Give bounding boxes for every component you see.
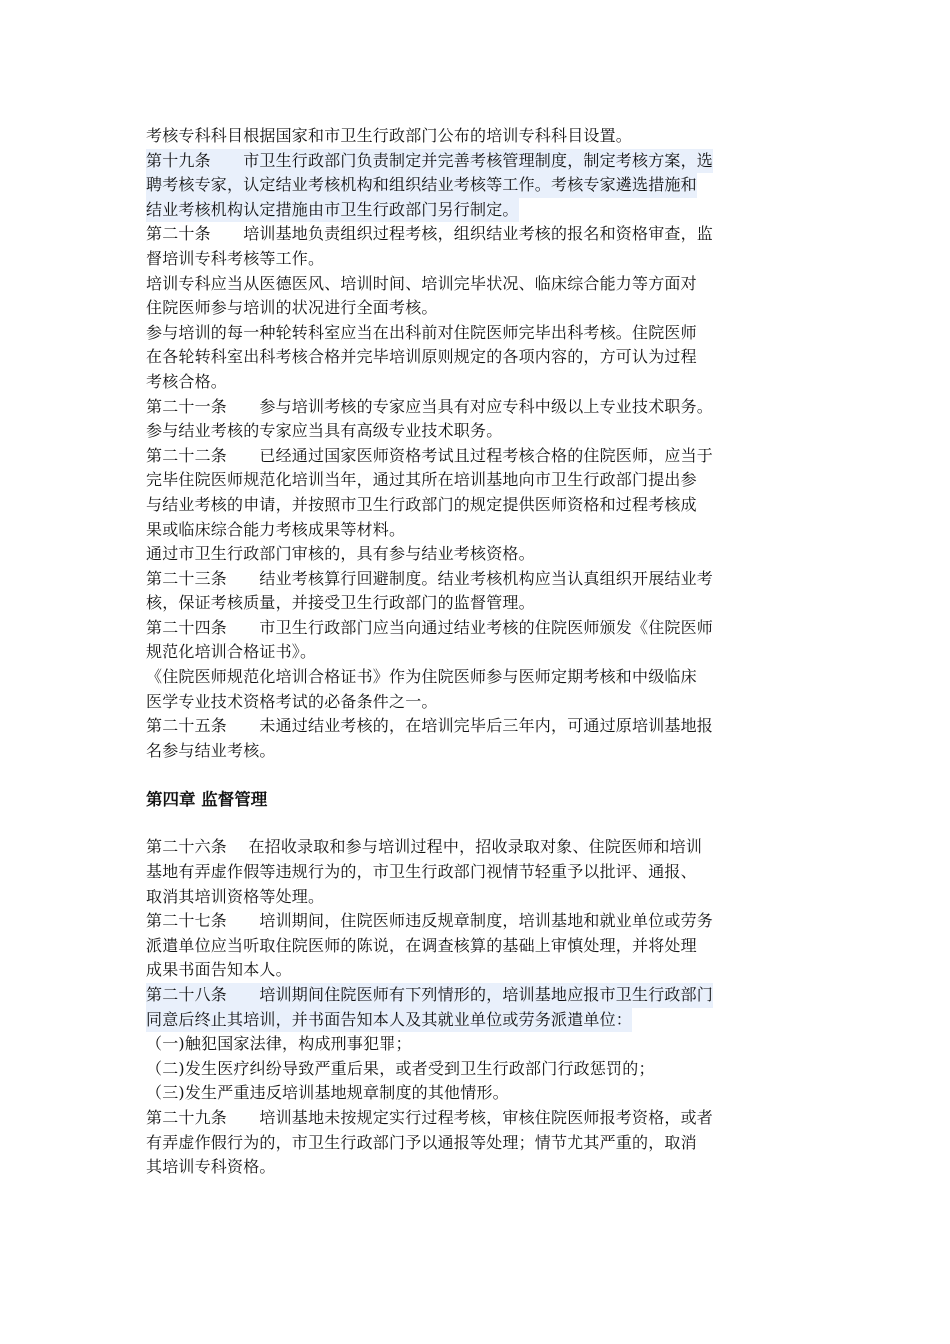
text-line: 成果书面告知本人。: [146, 960, 292, 980]
text-line: 第二十二条 已经通过国家医师资格考试且过程考核合格的住院医师，应当于: [146, 445, 714, 465]
text-line: 第二十九条 培训基地未按规定实行过程考核，审核住院医师报考资格，或者: [146, 1107, 714, 1127]
text-line: 在各轮转科室出科考核合格并完毕培训原则规定的各项内容的，方可认为过程: [146, 347, 697, 367]
text-line: 考核合格。: [146, 371, 228, 391]
text-line: （二)发生医疗纠纷导致严重后果，或者受到卫生行政部门行政惩罚的；: [146, 1058, 655, 1078]
text-line: 《住院医师规范化培训合格证书》作为住院医师参与医师定期考核和中级临床: [146, 667, 697, 687]
text-line: 核，保证考核质量，并接受卫生行政部门的监督管理。: [146, 593, 535, 613]
text-line: 基地有弄虚作假等违规行为的，市卫生行政部门视情节轻重予以批评、通报、: [146, 862, 697, 882]
text-line: 医学专业技术资格考试的必备条件之一。: [146, 691, 438, 711]
text-line: 通过市卫生行政部门审核的，具有参与结业考核资格。: [146, 544, 535, 564]
text-line: 第二十三条 结业考核算行回避制度。结业考核机构应当认真组织开展结业考: [146, 568, 714, 588]
text-line: 规范化培训合格证书》。: [146, 642, 317, 662]
text-line: 第二十五条 未通过结业考核的，在培训完毕后三年内，可通过原培训基地报: [146, 716, 714, 736]
text-line: 其培训专科资格。: [146, 1157, 276, 1177]
highlighted-text: 结业考核机构认定措施由市卫生行政部门另行制定。: [146, 198, 519, 223]
text-line: 考核专科科目根据国家和市卫生行政部门公布的培训专科科目设置。: [146, 126, 633, 145]
text-line: 完毕住院医师规范化培训当年，通过其所在培训基地向市卫生行政部门提出参: [146, 470, 697, 490]
text-line: 第二十七条 培训期间，住院医师违反规章制度，培训基地和就业单位或劳务: [146, 911, 714, 931]
highlighted-text: 聘考核专家，认定结业考核机构和组织结业考核等工作。考核专家遴选措施和: [146, 173, 697, 198]
text-line: 第二十四条 市卫生行政部门应当向通过结业考核的住院医师颁发《住院医师: [146, 617, 714, 637]
text-line: 果或临床综合能力考核成果等材料。: [146, 519, 406, 539]
text-line: 有弄虚作假行为的，市卫生行政部门予以通报等处理；情节尤其严重的，取消: [146, 1132, 697, 1152]
text-line: 取消其培训资格等处理。: [146, 886, 325, 906]
text-line: 名参与结业考核。: [146, 740, 276, 760]
text-line: [146, 983, 810, 1008]
text-line: 派遣单位应当听取住院医师的陈说，在调查核算的基础上审慎处理，并将处理: [146, 935, 697, 955]
text-line: （三)发生严重违反培训基地规章制度的其他情形。: [146, 1083, 509, 1103]
text-line: 与结业考核的申请，并按照市卫生行政部门的规定提供医师资格和过程考核成: [146, 494, 697, 514]
text-line: 住院医师参与培训的状况进行全面考核。: [146, 298, 438, 318]
section-after: [146, 835, 810, 1179]
highlighted-text: 第十九条 市卫生行政部门负责制定并完善考核管理制度，制定考核方案，选: [146, 149, 713, 174]
spacer: [146, 813, 810, 835]
text-line: 第二十条 培训基地负责组织过程考核，组织结业考核的报名和资格审查，监: [146, 224, 714, 244]
text-line: [146, 149, 810, 174]
text-line: 督培训专科考核等工作。: [146, 248, 325, 268]
text-line: [146, 198, 810, 223]
text-line: 第二十六条 在招收录取和参与培训过程中，招收录取对象、住院医师和培训: [146, 837, 703, 857]
text-line: 参与培训的每一种轮转科室应当在出科前对住院医师完毕出科考核。住院医师: [146, 322, 697, 342]
text-line: （一)触犯国家法律，构成刑事犯罪；: [146, 1034, 412, 1054]
text-line: [146, 173, 810, 198]
text-line: [146, 1008, 810, 1033]
document-body: [146, 124, 810, 1180]
text-line: 第二十一条 参与培训考核的专家应当具有对应专科中级以上专业技术职务。: [146, 396, 714, 416]
spacer: [146, 763, 810, 787]
highlighted-text: 同意后终止其培训，并书面告知本人及其就业单位或劳务派遣单位：: [146, 1008, 632, 1033]
chapter-heading: 第四章 监督管理: [146, 790, 268, 810]
highlighted-text: 第二十八条 培训期间住院医师有下列情形的，培训基地应报市卫生行政部门: [146, 983, 713, 1008]
text-line: 培训专科应当从医德医风、培训时间、培训完毕状况、临床综合能力等方面对: [146, 273, 697, 293]
section-before: [146, 124, 810, 763]
text-line: 参与结业考核的专家应当具有高级专业技术职务。: [146, 421, 503, 441]
